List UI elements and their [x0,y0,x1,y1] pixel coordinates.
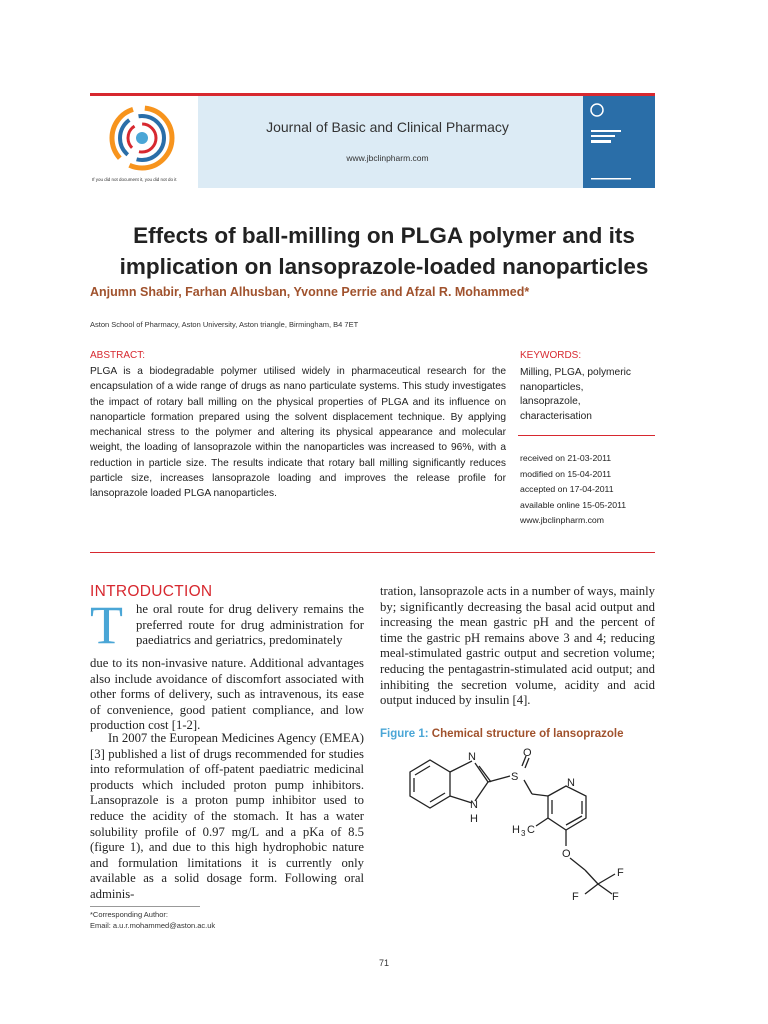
intro-paragraph-1-start: he oral route for drug delivery remains the preferred route for drug administration for paediatrics and geriatrics, predominately [136,602,364,648]
journal-title: Journal of Basic and Clinical Pharmacy [266,119,509,135]
figure-caption [380,728,623,740]
atom-label: F [617,867,624,879]
author-list: Anjumn Shabir, Farhan Alhusban, Yvonne Perrie and Afzal R. Mohammed* [90,285,530,299]
keywords-divider [518,435,655,436]
figure-caption-text: Chemical structure of lansoprazole [431,728,624,740]
paper-title [90,220,678,282]
atom-label: H [470,813,478,825]
journal-cover-thumbnail [583,96,655,188]
abstract-heading: ABSTRACT: [90,350,146,361]
figure-label: Figure 1: [380,728,429,740]
date-accepted: accepted on 17-04-2011 [520,484,614,494]
atom-label: O [523,747,532,759]
date-modified: modified on 15-04-2011 [520,468,612,479]
intro-paragraph-2: In 2007 the European Medicines Agency (EMEA) [3] published a list of drugs recommended for studies into reformulation of off-patent paediatric medicinal products which included proton pump inhibitors. Lansoprazole is a proton pump inhibitor used to reduce the acidity of the stomach. It has a water solubility profile of 0.97 mg/L and a pKa of 8.5 (figure 1), and due to this high hydrophobic nature and formulation limitations it is currently only available as a solid dosage form. Following oral adminis- [90,731,364,901]
abstract-divider [90,552,655,553]
keywords-list [520,366,660,424]
affiliation: Aston School of Pharmacy, Aston University, Aston triangle, Birmingham, B4 7ET [90,320,359,329]
keywords-line: Milling, PLGA, polymeric [520,367,631,378]
atom-label: 3 [521,829,526,838]
keywords-line: characterisation [520,410,592,422]
page-number: 71 [378,958,389,968]
corresponding-author-label: *Corresponding Author: [90,910,168,919]
paper-title-line-2: implication on lansoprazole-loaded nanoparticles [119,254,649,279]
logo-tagline: If you did not document it, you did not do it [92,177,177,182]
footnote [90,909,215,931]
atom-label: F [612,891,619,903]
date-online: available online 15-05-2011 [520,499,627,510]
footnote-divider [90,906,200,907]
abstract-text: PLGA is a biodegradable polymer utilised widely in pharmaceutical research for the encapsulation of a wide range of drugs as nano particulate systems. This study investigates the impact of rotary ball milling on the physical properties of PLGA and its influence on nanoparticle formation prepared using the solvent displacement technique. By applying mechanical stress to the polymer and altering its physical appearance and molecular weight, the loading of lansoprazole within the nanoparticles was increased to 96%, with a reduction in particle size. The results indicate that rotary ball milling significantly reduces particle size, increases lansoprazole loading and improves the release profile for lansoprazole loaded PLGA nanoparticles. [90,366,506,500]
article-dates [520,451,660,529]
introduction-heading: INTRODUCTION [90,583,213,600]
atom-label: O [562,848,571,860]
intro-paragraph-1-rest: due to its non-invasive nature. Additional advantages also include avoidance of discomfort associated with other forms of delivery, such as intravenous, its ease of convenience, good patient compliance, and low production cost [1-2]. [90,656,364,733]
article-url[interactable]: www.jbclinpharm.com [520,515,605,525]
keywords-heading: KEYWORDS: [520,350,582,361]
journal-logo [90,96,198,188]
atom-label: N [468,751,476,763]
atom-label: S [511,771,519,783]
keywords-line: lansoprazole, [520,396,581,407]
atom-label: F [572,891,579,903]
atom-label: N [567,777,575,789]
atom-label: N [470,799,478,811]
atom-label: H [512,824,520,836]
lansoprazole-structure-figure [400,746,660,906]
journal-url[interactable]: www.jbclinpharm.com [346,153,429,163]
date-received: received on 21-03-2011 [520,453,612,463]
corresponding-author-email[interactable]: Email: a.u.r.mohammed@aston.ac.uk [90,921,216,930]
paper-title-line-1: Effects of ball-milling on PLGA polymer and its [133,223,635,248]
drop-cap: T [90,595,123,655]
keywords-line: nanoparticles, [520,381,584,393]
atom-label: C [527,824,535,836]
intro-paragraph-3: tration, lansoprazole acts in a number of ways, mainly by; significantly decreasing the basal acid output and increasing the mean gastric pH and the percent of time the gastric pH remains above 3 and 4; reducing meal-stimulated gastric output and secretion volume; reducing the pentagastrin-stimulated acid output; and inhibiting the secretion volume, acidity and acid output induced by insulin [4]. [380,584,655,708]
